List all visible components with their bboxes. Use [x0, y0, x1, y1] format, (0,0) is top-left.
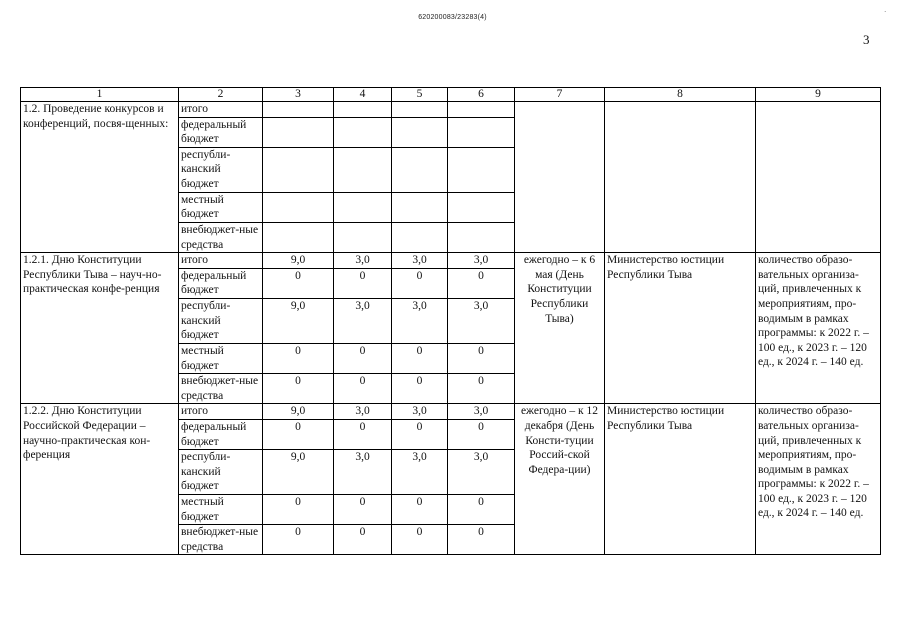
value-cell: 0	[334, 374, 392, 404]
col-header: 6	[448, 88, 515, 102]
value-cell: 0	[448, 374, 515, 404]
value-cell	[263, 117, 334, 147]
value-cell: 3,0	[334, 253, 392, 269]
value-cell: 0	[334, 343, 392, 373]
value-cell: 3,0	[392, 404, 448, 420]
measure-title: 1.2.1. Дню Конституции Республики Тыва – науч-но-практическая конфе-ренция	[21, 253, 179, 404]
table-row	[21, 102, 881, 118]
funding-source: внебюджет-ные средства	[179, 525, 263, 555]
term-cell	[515, 102, 605, 253]
value-cell: 0	[448, 419, 515, 449]
value-cell: 0	[448, 268, 515, 298]
value-cell: 3,0	[448, 404, 515, 420]
value-cell: 3,0	[448, 450, 515, 495]
value-cell: 9,0	[263, 253, 334, 269]
term-cell: ежегодно – к 12 декабря (День Консти-туции Россий-ской Федера-ции)	[515, 404, 605, 555]
value-cell: 3,0	[392, 253, 448, 269]
value-cell	[448, 102, 515, 118]
value-cell	[448, 147, 515, 192]
col-header: 1	[21, 88, 179, 102]
funding-source: республи-канский бюджет	[179, 298, 263, 343]
value-cell	[448, 192, 515, 222]
funding-source: федеральный бюджет	[179, 268, 263, 298]
value-cell: 0	[392, 495, 448, 525]
col-header: 7	[515, 88, 605, 102]
value-cell: 0	[263, 374, 334, 404]
funding-source: внебюджет-ные средства	[179, 222, 263, 252]
value-cell: 0	[392, 419, 448, 449]
value-cell	[448, 117, 515, 147]
col-header: 8	[605, 88, 756, 102]
program-table	[20, 87, 881, 555]
table-row	[21, 404, 881, 420]
indicator-cell	[756, 102, 881, 253]
value-cell	[392, 222, 448, 252]
document-id: 620200083/23283(4)	[418, 14, 487, 21]
executor-cell	[605, 102, 756, 253]
value-cell: 0	[263, 495, 334, 525]
funding-source: федеральный бюджет	[179, 117, 263, 147]
value-cell	[392, 147, 448, 192]
funding-source: местный бюджет	[179, 343, 263, 373]
value-cell: 3,0	[448, 253, 515, 269]
corner-mark: ·	[884, 8, 887, 16]
funding-source: внебюджет-ные средства	[179, 374, 263, 404]
value-cell: 9,0	[263, 450, 334, 495]
value-cell: 0	[392, 525, 448, 555]
term-cell: ежегодно – к 6 мая (День Конституции Республики Тыва)	[515, 253, 605, 404]
value-cell	[448, 222, 515, 252]
value-cell: 3,0	[392, 450, 448, 495]
measure-title: 1.2. Проведение конкурсов и конференций, посвя-щенных:	[21, 102, 179, 253]
value-cell: 9,0	[263, 404, 334, 420]
value-cell	[263, 147, 334, 192]
value-cell: 3,0	[334, 404, 392, 420]
value-cell: 0	[263, 268, 334, 298]
value-cell: 3,0	[334, 450, 392, 495]
value-cell	[392, 102, 448, 118]
funding-source: местный бюджет	[179, 495, 263, 525]
value-cell	[392, 192, 448, 222]
value-cell: 0	[263, 343, 334, 373]
funding-source: итого	[179, 102, 263, 118]
value-cell: 0	[334, 525, 392, 555]
funding-source: федеральный бюджет	[179, 419, 263, 449]
value-cell	[263, 222, 334, 252]
value-cell	[392, 117, 448, 147]
indicator-cell: количество образо-вательных организа-ций, привлеченных к мероприятиям, про-водимым в рамках программы: к 2022 г. – 100 ед., к 2023 г. – 120 ед., к 2024 г. – 140 ед.	[756, 404, 881, 555]
col-header: 2	[179, 88, 263, 102]
value-cell: 0	[392, 374, 448, 404]
value-cell: 3,0	[448, 298, 515, 343]
value-cell	[263, 102, 334, 118]
header-row	[21, 88, 881, 102]
col-header: 9	[756, 88, 881, 102]
funding-source: республи-канский бюджет	[179, 147, 263, 192]
value-cell: 0	[448, 525, 515, 555]
value-cell: 3,0	[334, 298, 392, 343]
value-cell	[334, 222, 392, 252]
col-header: 5	[392, 88, 448, 102]
col-header: 4	[334, 88, 392, 102]
value-cell: 3,0	[392, 298, 448, 343]
value-cell: 0	[334, 419, 392, 449]
measure-title: 1.2.2. Дню Конституции Российской Федерации – научно-практическая кон-ференция	[21, 404, 179, 555]
executor-cell: Министерство юстиции Республики Тыва	[605, 253, 756, 404]
value-cell: 0	[392, 268, 448, 298]
value-cell: 0	[334, 495, 392, 525]
indicator-cell: количество образо-вательных организа-ций, привлеченных к мероприятиям, про-водимым в рамках программы: к 2022 г. – 100 ед., к 2023 г. – 120 ед., к 2024 г. – 140 ед.	[756, 253, 881, 404]
funding-source: итого	[179, 253, 263, 269]
value-cell: 0	[334, 268, 392, 298]
value-cell: 0	[392, 343, 448, 373]
value-cell: 9,0	[263, 298, 334, 343]
value-cell	[334, 102, 392, 118]
funding-source: местный бюджет	[179, 192, 263, 222]
page-number: 3	[863, 32, 870, 47]
col-header: 3	[263, 88, 334, 102]
funding-source: итого	[179, 404, 263, 420]
funding-source: республи-канский бюджет	[179, 450, 263, 495]
value-cell	[263, 192, 334, 222]
value-cell	[334, 192, 392, 222]
value-cell	[334, 117, 392, 147]
value-cell: 0	[263, 419, 334, 449]
value-cell	[334, 147, 392, 192]
table-row	[21, 253, 881, 269]
value-cell: 0	[263, 525, 334, 555]
executor-cell: Министерство юстиции Республики Тыва	[605, 404, 756, 555]
value-cell: 0	[448, 343, 515, 373]
value-cell: 0	[448, 495, 515, 525]
